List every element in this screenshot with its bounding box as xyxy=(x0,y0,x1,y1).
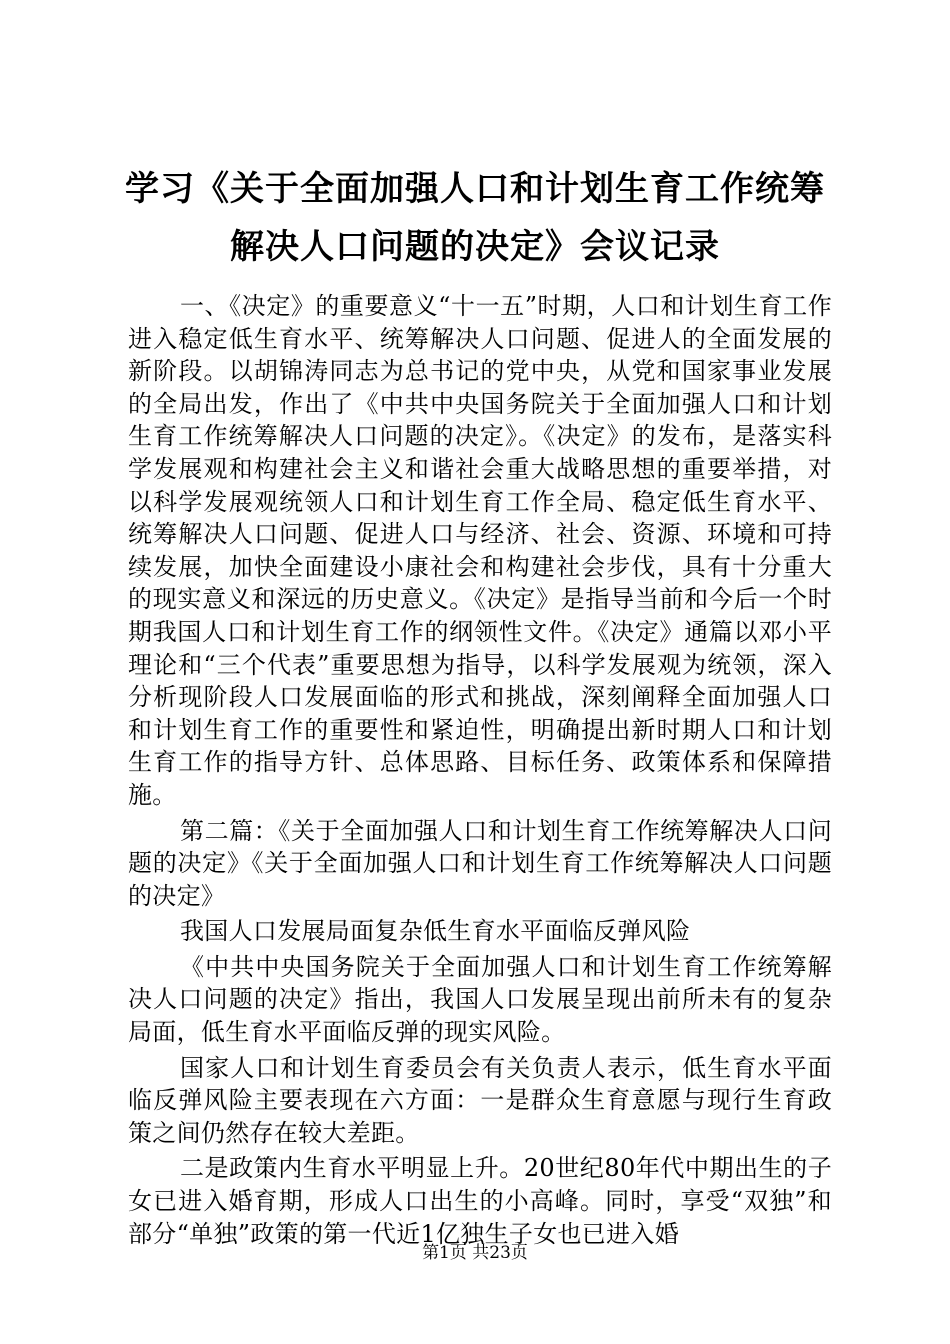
title-line-2: 解决人口问题的决定》会议记录 xyxy=(230,227,720,267)
document-body xyxy=(128,290,832,1250)
paragraph-3: 我国人口发展局面复杂低生育水平面临反弹风险 xyxy=(180,917,691,946)
title-line-1: 学习《关于全面加强人口和计划生育工作统筹 xyxy=(125,169,825,209)
paragraph-2: 第二篇：《关于全面加强人口和计划生育工作统筹解决人口问题的决定》《关于全面加强人口和计划生育工作统筹解决人口问题的决定》 xyxy=(128,816,832,910)
paragraph-4: 《中共中央国务院关于全面加强人口和计划生育工作统筹解决人口问题的决定》指出，我国人口发展呈现出前所未有的复杂局面，低生育水平面临反弹的现实风险。 xyxy=(128,952,832,1047)
paragraph-1: 一、《决定》的重要意义“十一五”时期，人口和计划生育工作进入稳定低生育水平、统筹解决人口问题、促进人的全面发展的新阶段。以胡锦涛同志为总书记的党中央，从党和国家事业发展的全局出发，作出了《中共中央国务院关于全面加强人口和计划生育工作统筹解决人口问题的决定》。《决定》的发布，是落实科学发展观和构建社会主义和谐社会重大战略思想的重要举措，对以科学发展观统领人口和计划生育工作全局、稳定低生育水平、统筹解决人口问题、促进人口与经济、社会、资源、环境和可持续发展，加快全面建设小康社会和构建社会步伐，具有十分重大的现实意义和深远的历史意义。《决定》是指导当前和今后一个时期我国人口和计划生育工作的纲领性文件。《决定》通篇以邓小平理论和“三个代表”重要思想为指导，以科学发展观为统领，深入分析现阶段人口发展面临的形式和挑战，深刻阐释全面加强人口和计划生育工作的重要性和紧迫性，明确提出新时期人口和计划生育工作的指导方针、总体思路、目标任务、政策体系和保障措施。 xyxy=(128,292,832,809)
page-number-footer: 第1页 共23页 xyxy=(422,1243,528,1263)
page-title xyxy=(110,160,840,276)
paragraph-6: 二是政策内生育水平明显上升。20世纪80年代中期出生的子女已进入婚育期，形成人口出生的小高峰。同时，享受“双独”和部分“单独”政策的第一代近1亿独生子女也已进入婚 xyxy=(128,1154,832,1248)
paragraph-5: 国家人口和计划生育委员会有关负责人表示，低生育水平面临反弹风险主要表现在六方面：一是群众生育意愿与现行生育政策之间仍然存在较大差距。 xyxy=(128,1053,832,1147)
